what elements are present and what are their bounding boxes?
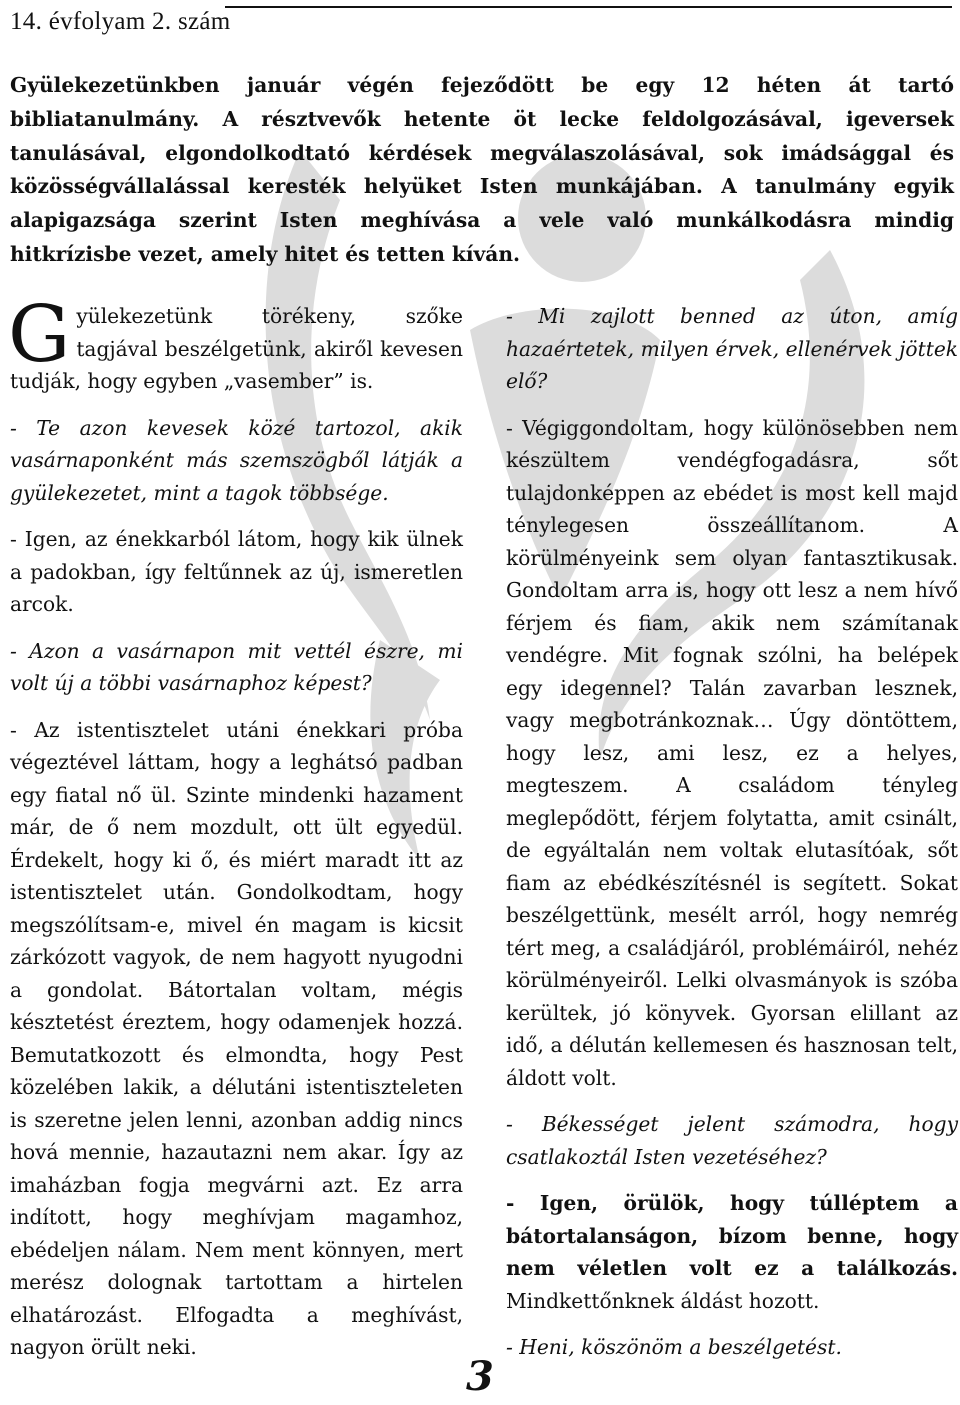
- opening-paragraph-text: yülekezetünk törékeny, szőke tagjával beszélgetünk, akiről kevesen tudják, hogy egyben „vasember” is.: [10, 304, 463, 393]
- question-paragraph: - Te azon kevesek közé tartozol, akik vasárnaponként más szemszögből látják a gyülekezetet, mint a tagok többsége.: [10, 415, 463, 505]
- answer-paragraph: [506, 1187, 958, 1317]
- question-paragraph: - Azon a vasárnapon mit vettél észre, mi volt új a többi vasárnaphoz képest?: [10, 638, 463, 695]
- closing-line: - Heni, köszönöm a beszélgetést.: [506, 1335, 842, 1359]
- header-rule: [225, 6, 952, 8]
- question-paragraph: - Békességet jelent számodra, hogy csatlakoztál Isten vezetéséhez?: [506, 1112, 958, 1169]
- page-number: 3: [466, 1353, 494, 1400]
- right-column: [506, 300, 958, 1378]
- drop-cap: G: [8, 290, 71, 380]
- answer-paragraph: - Az istentisztelet utáni énekkari próba végeztével láttam, hogy a leghátsó padban egy fiatal nő ül. Szinte mindenki hazament már, de ő nem mozdult, ott ült egyedül. Érdekelt, hogy ki ő, és miért maradt itt az istentisztelet után. Gondolkodtam, hogy megszólítsam-e, mivel én magam is kicsit zárkózott vagyok, de nem hagyott nyugodni a gondolat. Bátortalan voltam, mégis késztetést éreztem, hogy odamenjek hozzá. Bemutatkozott és elmondta, hogy Pest közelében lakik, a délutáni istentiszteleten is szeretne jelen lenni, azonban addig nincs hová mennie, hazautazni nem akar. Így az imaházban fogja megvárni azt. Ez arra indított, hogy meghívjam magamhoz, ebédeljen nálam. Nem ment könnyen, mert merész dolognak tartottam a hirtelen elhatározást. Elfogadta a meghívást, nagyon örült neki.: [10, 717, 463, 1359]
- page-header: [10, 4, 960, 50]
- left-column: [8, 290, 463, 1378]
- answer-regular-text: Mindkettőnknek áldást hozott.: [506, 1288, 820, 1313]
- issue-label: 14. évfolyam 2. szám: [10, 8, 231, 35]
- answer-paragraph: - Igen, az énekkarból látom, hogy kik ülnek a padokban, így feltűnnek az új, ismeretlen arcok.: [10, 527, 463, 616]
- intro-paragraph: Gyülekezetünkben január végén fejeződött be egy 12 héten át tartó bibliatanulmány. A résztvevők hetente öt lecke feldolgozásával, igeversek tanulásával, elgondolkodtató kérdések megválaszolásával, sok imádsággal és közösségvállalással keresték helyüket Isten munkájában. A tanulmány egyik alapigazsága szerint Isten meghívása a vele való munkálkodásra mindig hitkrízisbe vezet, amely hitet és tetten kíván.: [10, 73, 954, 266]
- answer-bold-text: - Igen, örülök, hogy túlléptem a bátortalanságon, bízom benne, hogy nem véletlen volt ez a találkozás.: [506, 1191, 958, 1280]
- question-paragraph: - Mi zajlott benned az úton, amíg hazaértetek, milyen érvek, ellenérvek jöttek elő?: [506, 304, 958, 393]
- answer-paragraph: - Végiggondoltam, hogy különösebben nem készültem vendégfogadásra, sőt tulajdonképpen az ebédet is most kell majd ténylegesen összeállítanom. A körülményeink sem olyan fantasztikusak. Gondoltam arra is, hogy ott lesz a nem hívő férjem és fiam, akik nem számítanak vendégre. Mit fognak szólni, ha belépek egy idegennel? Talán zavarban lesznek, vagy megbotránkoznak… Úgy döntöttem, hogy lesz, ami lesz, ez a helyes, megteszem. A családom tényleg meglepődött, férjem folytatta, amit csinált, de egyáltalán nem voltak elutasítóak, sőt fiam az ebédkészítésnél is segített. Sokat beszélgettünk, mesélt arról, hogy nemrég tért meg, a családjáról, problémáiról, nehéz körülményeiről. Lelki olvasmányok is szóba kerültek, jó könyvek. Gyorsan elillant az idő, a délután kellemesen és hasznosan telt, áldott volt.: [506, 415, 958, 1090]
- opening-paragraph: [8, 290, 463, 398]
